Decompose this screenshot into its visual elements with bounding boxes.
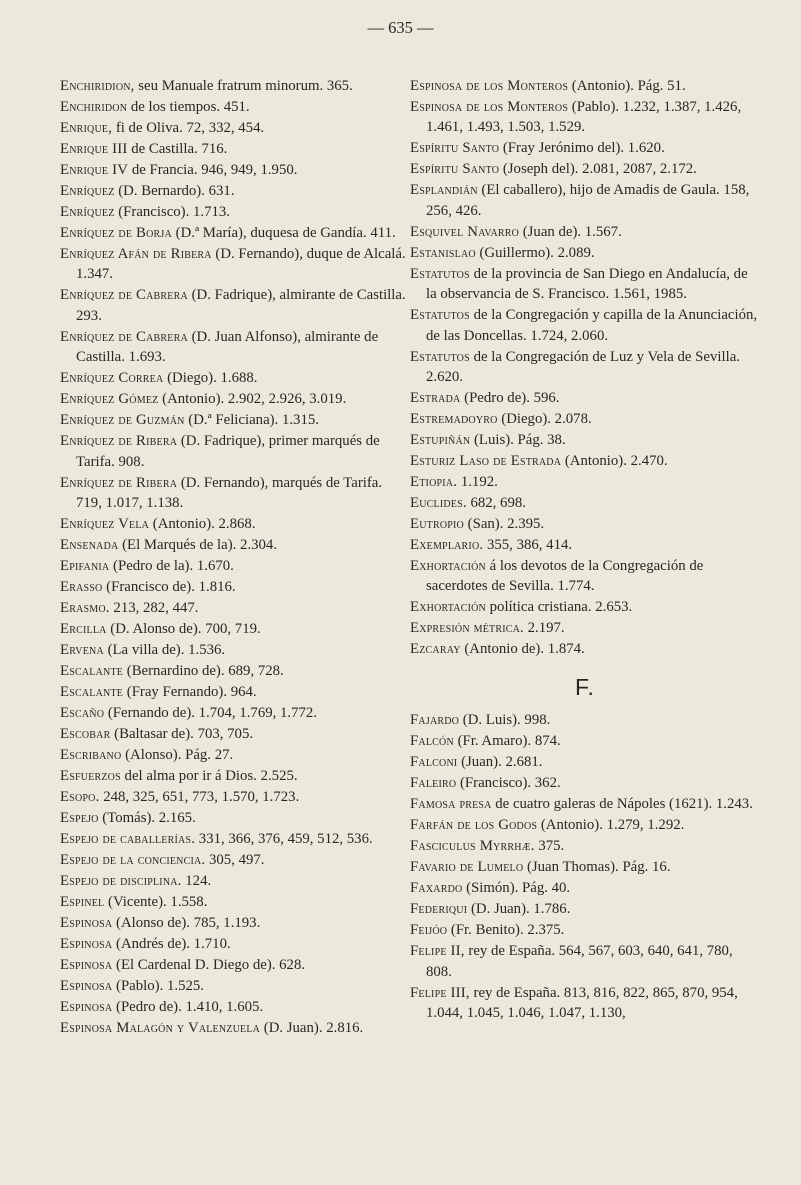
entry-text: (Diego). 1.688.	[163, 370, 258, 387]
entry-headword: Ercilla	[60, 621, 107, 638]
entry-text: (Antonio). 2.902, 2.926, 3.019.	[158, 391, 347, 408]
index-entry	[410, 388, 760, 408]
entry-text: (Pedro de). 1.410, 1.605.	[112, 999, 264, 1016]
entry-text: (Fray Fernando). 964.	[123, 684, 257, 701]
entry-text: (Diego). 2.078.	[497, 411, 592, 428]
entry-headword: Favario de Lumelo	[410, 859, 524, 876]
entry-headword: Ensenada	[60, 537, 119, 554]
entry-headword: Escalante	[60, 663, 124, 680]
entry-text: (Simón). Pág. 40.	[462, 880, 571, 897]
index-entry	[60, 389, 407, 409]
entry-text: (Antonio de). 1.874.	[460, 641, 585, 658]
entry-text: 331, 366, 376, 459, 512, 536.	[195, 831, 373, 848]
entry-text: 375.	[534, 838, 565, 855]
entry-text: (D.ª Feliciana). 1.315.	[184, 412, 319, 429]
entry-text: política cristiana. 2.653.	[485, 599, 633, 616]
left-column	[60, 76, 407, 1039]
index-entry	[410, 305, 760, 346]
index-entry	[410, 535, 760, 555]
entry-headword: Feijóo	[410, 922, 448, 939]
index-entry	[60, 473, 407, 514]
entry-headword: Felipe III,	[410, 984, 470, 1001]
entry-headword: Esquivel Navarro	[410, 223, 520, 240]
index-entry	[60, 577, 407, 597]
entry-text: (Joseph del). 2.081, 2087, 2.172.	[499, 161, 697, 178]
index-entry	[60, 997, 407, 1017]
entry-text: rey de España. 813, 816, 822, 865, 870, 954, 1.044, 1.045, 1.046, 1.047, 1.130,	[426, 984, 738, 1022]
section-letter-f: F.	[575, 673, 595, 700]
entry-headword: Enríquez de Borja	[60, 225, 172, 241]
index-entry	[60, 556, 407, 576]
entry-text: (Fr. Benito). 2.375.	[447, 922, 565, 939]
page-number: — 635 —	[367, 18, 434, 37]
entry-headword: Federiqui	[410, 901, 468, 918]
entry-text: seu Manuale fratrum minorum. 365.	[134, 78, 353, 94]
entry-text: (Francisco de). 1.816.	[102, 579, 236, 596]
index-entry	[60, 223, 407, 243]
index-entry	[60, 160, 407, 180]
entry-text: (Alonso de). 785, 1.193.	[112, 915, 261, 932]
entry-headword: Epifania	[60, 558, 110, 575]
entry-headword: Enrique,	[60, 120, 113, 136]
entry-text: (Antonio). 2.470.	[561, 453, 668, 470]
entry-headword: Enríquez Gómez	[60, 391, 159, 408]
entry-text: (Bernardino de). 689, 728.	[123, 663, 284, 680]
entry-text: de cuatro galeras de Nápoles (1621). 1.243.	[491, 796, 753, 813]
entry-text: rey de España. 564, 567, 603, 640, 641, 780, 808.	[426, 943, 733, 980]
index-entry	[60, 640, 407, 660]
index-entry	[410, 710, 760, 730]
entry-headword: Esplandián	[410, 182, 478, 199]
entry-headword: Espinosa	[60, 978, 113, 995]
entry-text: de los tiempos. 451.	[127, 99, 250, 115]
index-entry	[410, 878, 760, 898]
index-entry	[60, 118, 407, 138]
index-entry	[60, 1018, 407, 1038]
entry-headword: Enríquez de Cabrera	[60, 287, 188, 304]
entry-text: 1.192.	[457, 474, 498, 491]
entry-headword: Faleiro	[410, 775, 457, 792]
entry-headword: Farfán de los Godos	[410, 817, 538, 834]
entry-text: (Juan de). 1.567.	[519, 223, 622, 240]
entry-text: (D. Fernando), duque de Alcalá. 1.347.	[76, 246, 406, 283]
entry-headword: Esfuerzos	[60, 768, 121, 785]
entry-text: (Pablo). 1.525.	[112, 978, 204, 995]
entry-headword: Espíritu Santo	[410, 140, 500, 157]
entry-headword: Espinosa de los Monteros	[410, 99, 569, 115]
entry-text: de Francia. 946, 949, 1.950.	[128, 162, 298, 178]
entry-text: 682, 698.	[466, 495, 526, 512]
entry-text: (Andrés de). 1.710.	[112, 936, 231, 953]
entry-text: (Francisco). 362.	[456, 775, 561, 792]
entry-text: (Antonio). Pág. 51.	[568, 78, 686, 94]
entry-headword: Fajardo	[410, 712, 460, 729]
entry-headword: Espejo de la conciencia.	[60, 852, 206, 869]
index-entry	[60, 202, 407, 222]
index-entry	[410, 97, 760, 138]
index-entry	[410, 618, 760, 638]
entry-headword: Estrada	[410, 390, 461, 407]
index-entry	[60, 661, 407, 681]
entry-text: (Antonio). 1.279, 1.292.	[537, 817, 685, 834]
index-entry	[60, 181, 407, 201]
index-entry	[410, 597, 760, 617]
entry-text: (Guillermo). 2.089.	[475, 244, 595, 261]
index-entry	[410, 76, 760, 96]
entry-headword: Espinosa	[60, 999, 113, 1016]
index-entry	[60, 808, 407, 828]
index-entry	[410, 347, 760, 388]
entry-headword: Enríquez Afán de Ribera	[60, 246, 212, 262]
entry-headword: Estatutos	[410, 307, 470, 324]
entry-headword: Espinosa	[60, 936, 113, 953]
entry-text: (La villa de). 1.536.	[103, 642, 226, 659]
entry-text: (D. Bernardo). 631.	[114, 183, 235, 199]
index-entry	[60, 745, 407, 765]
entry-headword: Enríquez	[60, 183, 115, 199]
entry-headword: Etiopia.	[410, 474, 458, 491]
entry-text: (San). 2.395.	[463, 516, 545, 533]
entry-text: (Antonio). 2.868.	[149, 516, 256, 533]
index-entry	[60, 97, 407, 117]
entry-text: (El Cardenal D. Diego de). 628.	[112, 957, 306, 974]
entry-text: (Fray Jerónimo del). 1.620.	[499, 140, 665, 157]
index-entry	[60, 410, 407, 430]
entry-headword: Espinosa de los Monteros	[410, 78, 569, 94]
index-entry	[60, 431, 407, 472]
entry-text: á los devotos de la Congregación de sacerdotes de Sevilla. 1.774.	[426, 558, 704, 595]
right-column	[410, 76, 760, 1024]
index-entry	[60, 76, 407, 96]
index-entry	[60, 514, 407, 534]
entry-headword: Espejo de caballerías.	[60, 831, 196, 848]
entry-headword: Esturiz Laso de Estrada	[410, 453, 562, 470]
index-entry	[410, 920, 760, 940]
entry-headword: Esopo.	[60, 789, 100, 806]
entry-text: (Juan). 2.681.	[457, 754, 543, 771]
entry-headword: Enrique IV	[60, 162, 129, 178]
entry-headword: Ezcaray	[410, 641, 461, 658]
f-entries	[410, 710, 760, 1023]
index-entry	[60, 934, 407, 954]
index-entry	[410, 430, 760, 450]
entry-headword: Erasso	[60, 579, 103, 596]
index-entry	[60, 976, 407, 996]
index-entry	[410, 857, 760, 877]
index-entry	[60, 368, 407, 388]
index-entry	[60, 619, 407, 639]
entry-headword: Estanislao	[410, 244, 476, 261]
entry-headword: Enrique III	[60, 141, 128, 157]
index-entry	[410, 409, 760, 429]
entry-text: (D. Juan). 2.816.	[260, 1020, 364, 1037]
index-entry	[410, 493, 760, 513]
entry-text: (Luis). Pág. 38.	[470, 432, 566, 449]
entry-text: 213, 282, 447.	[109, 600, 199, 617]
entry-headword: Faxardo	[410, 880, 463, 897]
entry-text: 2.197.	[523, 620, 565, 637]
index-entry	[410, 836, 760, 856]
index-entry	[410, 451, 760, 471]
entry-text: (Pedro de la). 1.670.	[109, 558, 234, 575]
entry-text: 355, 386, 414.	[483, 537, 573, 554]
index-entry	[60, 913, 407, 933]
entry-headword: Escribano	[60, 747, 122, 764]
entry-headword: Enríquez de Ribera	[60, 474, 178, 491]
entry-headword: Estatutos	[410, 348, 470, 365]
entry-text: 248, 325, 651, 773, 1.570, 1.723.	[99, 789, 300, 806]
entry-headword: Enchiridion,	[60, 78, 135, 94]
entry-headword: Espejo de disciplina.	[60, 873, 182, 890]
entry-headword: Felipe II,	[410, 943, 465, 960]
entry-text: (D.ª María), duquesa de Gandía. 411.	[171, 225, 396, 241]
index-entry	[60, 766, 407, 786]
entry-text: (D. Luis). 998.	[459, 712, 551, 729]
entry-text: de la Congregación y capilla de la Anunciación, de las Doncellas. 1.724, 2.060.	[426, 307, 758, 344]
entry-headword: Famosa presa	[410, 796, 492, 813]
index-entry	[60, 892, 407, 912]
entry-text: (D. Fadrique), primer marqués de Tarifa. 908.	[76, 433, 380, 470]
entry-text: (Fernando de). 1.704, 1.769, 1.772.	[104, 705, 318, 722]
entry-headword: Expresión métrica.	[410, 620, 524, 637]
entry-headword: Enríquez de Ribera	[60, 433, 178, 450]
index-entry	[410, 731, 760, 751]
entry-headword: Falcón	[410, 733, 454, 750]
index-entry	[60, 850, 407, 870]
index-entry	[410, 941, 760, 982]
entry-headword: Escobar	[60, 726, 111, 743]
entry-headword: Escalante	[60, 684, 124, 701]
entry-headword: Exemplario.	[410, 537, 484, 554]
entry-text: de la provincia de San Diego en Andalucía, de la observancia de S. Francisco. 1.561, 1985.	[426, 265, 748, 303]
entry-headword: Enchiridon	[60, 99, 128, 115]
index-entry	[410, 639, 760, 659]
entry-text: (Pedro de). 596.	[460, 390, 560, 407]
index-entry	[410, 556, 760, 597]
entry-headword: Fasciculus Myrrhæ.	[410, 838, 535, 855]
entry-text: (El Marqués de la). 2.304.	[118, 537, 278, 554]
entry-headword: Espinosa	[60, 957, 113, 974]
entry-headword: Estupiñán	[410, 432, 471, 449]
index-entry	[410, 514, 760, 534]
index-entry	[410, 159, 760, 179]
entry-headword: Espinosa Malagón y Valenzuela	[60, 1020, 261, 1037]
index-entry	[60, 244, 407, 285]
entry-text: (D. Fernando), marqués de Tarifa. 719, 1.017, 1.138.	[76, 474, 383, 512]
index-entry	[60, 724, 407, 744]
entry-text: del alma por ir á Dios. 2.525.	[120, 768, 298, 785]
entry-headword: Estatutos	[410, 265, 470, 282]
entry-text: (El caballero), hijo de Amadis de Gaula. 158, 256, 426.	[426, 182, 750, 219]
index-entry	[410, 472, 760, 492]
index-entry	[410, 899, 760, 919]
entry-text: (Tomás). 2.165.	[98, 810, 196, 827]
entry-headword: Enríquez Correa	[60, 370, 164, 387]
entry-headword: Ervena	[60, 642, 104, 659]
entry-headword: Espíritu Santo	[410, 161, 500, 178]
entry-text: (D. Juan). 1.786.	[467, 901, 571, 918]
entry-text: 305, 497.	[205, 852, 265, 869]
index-entry	[60, 703, 407, 723]
entry-headword: Exhortación	[410, 599, 486, 616]
entry-text: (Francisco). 1.713.	[114, 204, 231, 220]
entry-headword: Enríquez de Cabrera	[60, 328, 188, 345]
index-entry	[410, 794, 760, 814]
entry-text: de Castilla. 716.	[127, 141, 228, 157]
entry-headword: Exhortación	[410, 558, 486, 575]
index-entry	[60, 787, 407, 807]
index-entry	[410, 983, 760, 1024]
index-entry	[410, 264, 760, 305]
entry-text: (Fr. Amaro). 874.	[453, 733, 561, 750]
index-entry	[410, 222, 760, 242]
entry-headword: Espinosa	[60, 915, 113, 932]
index-entry	[410, 180, 760, 221]
index-entry	[60, 285, 407, 326]
index-entry	[60, 955, 407, 975]
index-entry	[60, 871, 407, 891]
entry-text: 124.	[181, 873, 212, 890]
entry-headword: Enríquez Vela	[60, 516, 150, 533]
entry-headword: Euclides.	[410, 495, 467, 512]
index-entry	[60, 598, 407, 618]
entry-text: (D. Alonso de). 700, 719.	[106, 621, 261, 638]
entry-text: (D. Juan Alfonso), almirante de Castilla. 1.693.	[76, 328, 379, 366]
index-entry	[60, 139, 407, 159]
index-entry	[60, 682, 407, 702]
entry-headword: Falconi	[410, 754, 458, 771]
entry-text: (Baltasar de). 703, 705.	[110, 726, 254, 743]
entry-text: (Vicente). 1.558.	[104, 894, 208, 911]
index-entry	[410, 138, 760, 158]
entry-text: (Alonso). Pág. 27.	[121, 747, 234, 764]
e-entries	[410, 76, 760, 660]
entry-headword: Escaño	[60, 705, 105, 722]
entry-headword: Eutropio	[410, 516, 464, 533]
entry-text: de la Congregación de Luz y Vela de Sevilla. 2.620.	[426, 348, 740, 386]
index-entry	[60, 829, 407, 849]
entry-text: fi de Oliva. 72, 332, 454.	[112, 120, 265, 136]
entry-headword: Enríquez	[60, 204, 115, 220]
entry-headword: Enríquez de Guzmán	[60, 412, 185, 429]
entry-headword: Espejo	[60, 810, 99, 827]
index-entry	[410, 243, 760, 263]
entry-headword: Erasmo.	[60, 600, 110, 617]
entry-text: (D. Fadrique), almirante de Castilla. 293.	[76, 287, 406, 324]
index-entry	[60, 327, 407, 368]
index-entry	[60, 535, 407, 555]
index-entry	[410, 815, 760, 835]
entry-headword: Espinel	[60, 894, 105, 911]
entry-text: (Pablo). 1.232, 1.387, 1.426, 1.461, 1.493, 1.503, 1.529.	[426, 99, 742, 136]
index-entry	[410, 752, 760, 772]
entry-headword: Estremadoyro	[410, 411, 498, 428]
entry-text: (Juan Thomas). Pág. 16.	[523, 859, 671, 876]
index-entry	[410, 773, 760, 793]
